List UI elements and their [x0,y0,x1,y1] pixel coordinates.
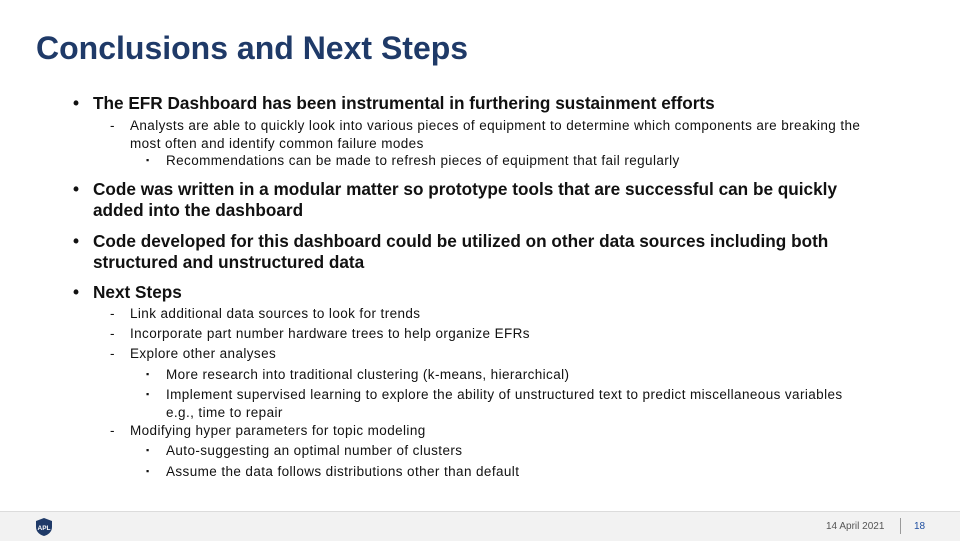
apl-shield-icon [34,517,54,537]
sub-sub-bullet-item [146,366,866,384]
sub-bullet-text: Analysts are able to quickly look into various pieces of equipment to determine which components are breaking the most often and identify common failure modes [130,118,861,151]
sub-sub-bullet-text: Assume the data follows distributions other than default [166,464,520,479]
sub-sub-bullet-text: More research into traditional clustering (k-means, hierarchical) [166,367,570,382]
sub-bullet-text: Explore other analyses [130,346,277,361]
square-bullet-icon: ▪ [146,369,150,379]
sub-sub-bullet-item [146,442,866,460]
sub-bullet-text: Link additional data sources to look for trends [130,306,421,321]
square-bullet-icon: ▪ [146,389,150,399]
sub-bullet-item [110,305,870,323]
sub-bullet-text: Modifying hyper parameters for topic modeling [130,423,426,438]
square-bullet-icon: ▪ [146,155,150,165]
sub-bullet-item [110,422,870,440]
footer-divider [900,518,901,534]
page-number: 18 [914,521,926,532]
bullet-icon: • [73,282,80,302]
bullet-icon: • [73,179,80,199]
footer-date: 14 April 2021 [826,521,885,532]
sub-sub-bullet-text: Recommendations can be made to refresh pieces of equipment that fail regularly [166,153,680,168]
bullet-item [73,231,873,273]
bullet-item [73,93,873,114]
sub-sub-bullet-text: Auto-suggesting an optimal number of clusters [166,443,463,458]
slide-title: Conclusions and Next Steps [36,30,469,66]
sub-bullet-item [110,325,870,343]
bullet-item [73,179,873,221]
bullet-icon: • [73,231,80,251]
bullet-item [73,282,873,303]
sub-bullet-item [110,117,870,152]
slide-footer [0,511,960,541]
square-bullet-icon: ▪ [146,445,150,455]
sub-sub-bullet-item [146,463,866,481]
bullet-icon: • [73,93,80,113]
logo-text: APL [37,525,51,532]
sub-sub-bullet-item [146,386,866,421]
dash-icon: - [110,423,115,438]
dash-icon: - [110,326,115,341]
dash-icon: - [110,118,115,133]
sub-sub-bullet-item [146,152,866,170]
square-bullet-icon: ▪ [146,466,150,476]
bullet-text: The EFR Dashboard has been instrumental in furthering sustainment efforts [93,93,715,113]
bullet-text: Code was written in a modular matter so prototype tools that are successful can be quickly added into the dashboard [93,179,838,220]
sub-bullet-item [110,345,870,363]
bullet-text: Code developed for this dashboard could be utilized on other data sources including both structured and unstructured data [93,231,829,272]
dash-icon: - [110,346,115,361]
bullet-text: Next Steps [93,282,182,302]
sub-bullet-text: Incorporate part number hardware trees to help organize EFRs [130,326,530,341]
dash-icon: - [110,306,115,321]
sub-sub-bullet-text: Implement supervised learning to explore the ability of unstructured text to predict miscellaneous variables e.g., time to repair [166,387,843,420]
